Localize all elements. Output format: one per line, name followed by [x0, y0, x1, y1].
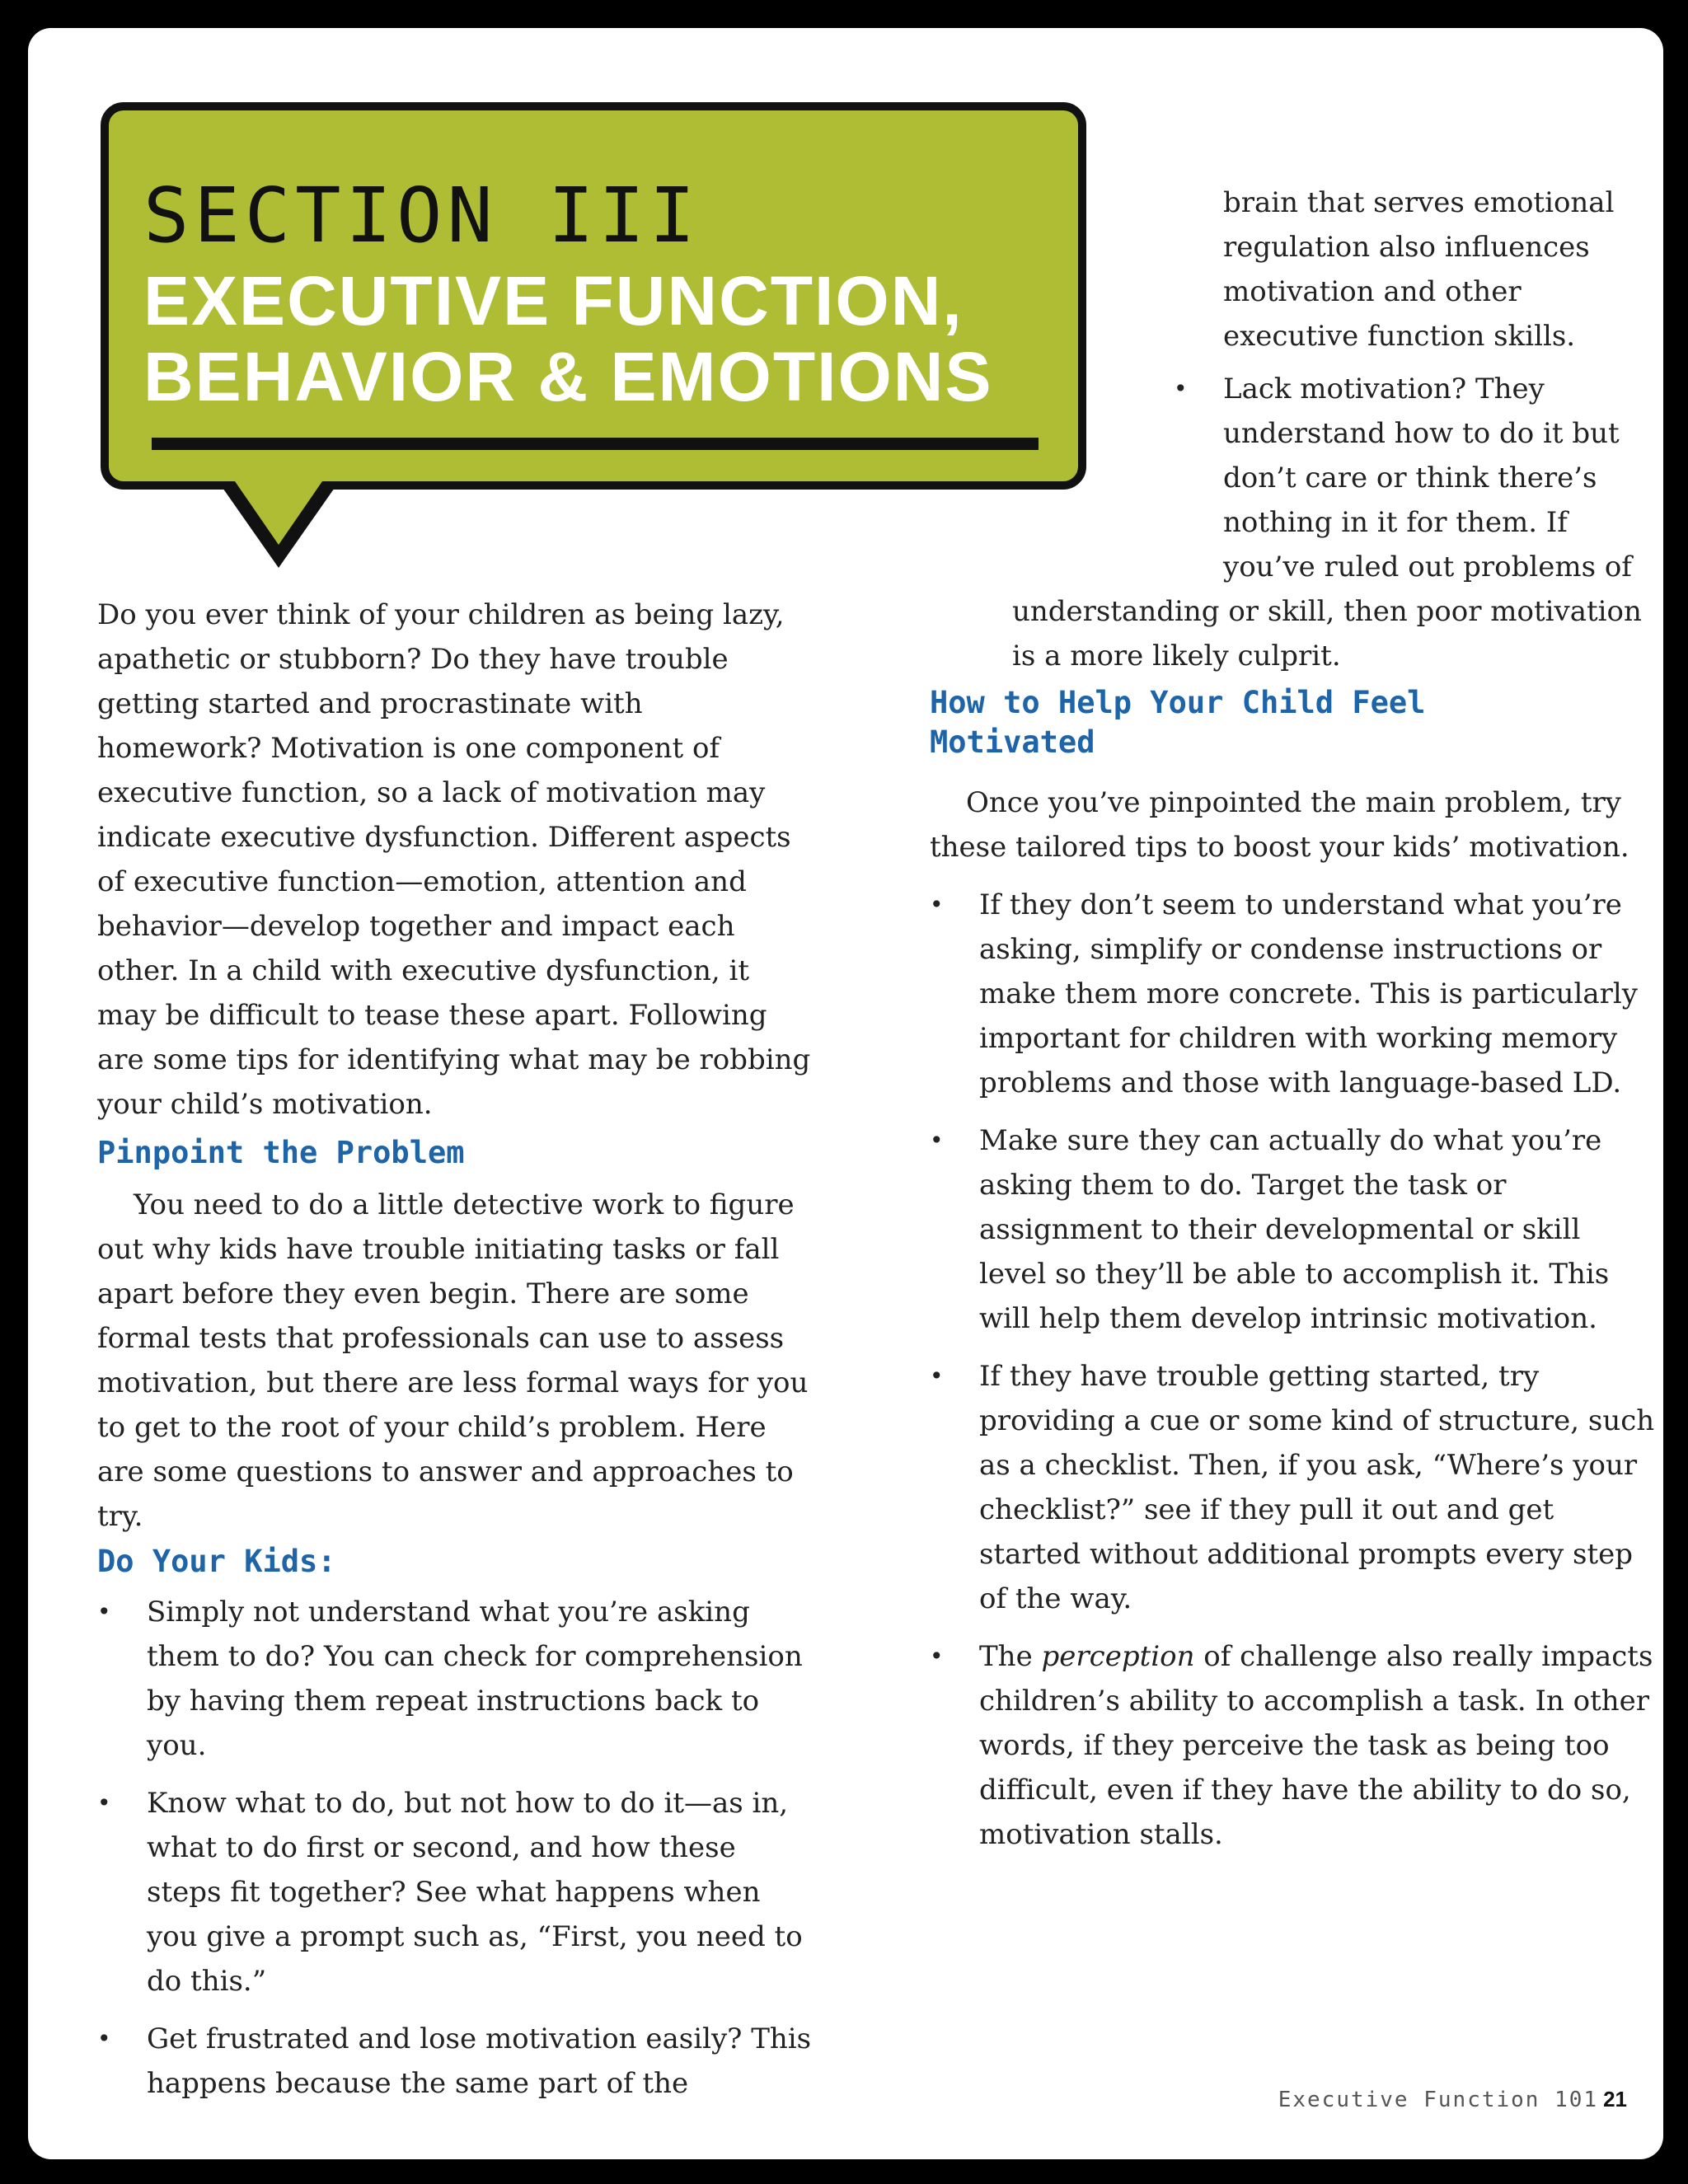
heading-motivate-line1: How to Help Your Child Feel — [930, 685, 1426, 720]
list-item-text: Know what to do, but not how to do it—as in, what to do first or second, and how these steps fit together? See what happens when you give a prompt such as, “First, you need to do this.” — [147, 1787, 803, 1998]
heading-motivate-line2: Motivated — [930, 724, 1095, 760]
page-footer — [1278, 2087, 1627, 2112]
heading-motivate — [930, 683, 1655, 762]
right-column — [930, 683, 1655, 1870]
motivate-list — [930, 883, 1655, 1857]
list-item — [930, 1354, 1655, 1621]
list-item-text: Lack motivation? They understand how to do it but don’t care or think there’s nothing in it for them. If you’ve ruled out problems of — [1223, 373, 1632, 583]
banner-pointer-fill — [235, 481, 322, 545]
list-item-text: Make sure they can actually do what you’re asking them to do. Target the task or assignment to their developmental or skill level so they’ll be able to accomplish it. This will help them develop intrinsic motivation. — [979, 1124, 1610, 1335]
list-item — [930, 1118, 1655, 1341]
list-item — [926, 367, 1652, 589]
list-item-text-before: The — [979, 1640, 1042, 1673]
list-item — [930, 1634, 1655, 1857]
list-item-text: If they don’t seem to understand what you’re asking, simplify or condense instructions or make them more concrete. This is particularly important for children with working memory problems and those with language-based LD. — [979, 888, 1638, 1099]
page — [28, 28, 1663, 2159]
page-number: 21 — [1603, 2087, 1627, 2111]
section-title-line1: EXECUTIVE FUNCTION, — [143, 262, 964, 340]
list-item-text: If they have trouble getting started, try providing a cue or some kind of structure, such as a checklist. Then, if you ask, “Where’s your checklist?” see if they pull it out and get started without additional prompts every step of the way. — [979, 1360, 1655, 1615]
list-item-text: brain that serves emotional regulation also influences motivation and other executive function skills. — [1223, 186, 1615, 353]
bullet-icon: • — [930, 1362, 944, 1390]
list-item — [930, 883, 1655, 1105]
list-item-text-after: of challenge also really impacts children’s ability to accomplish a task. In other words, if they perceive the task as being too difficult, even if they have the ability to do so, motivation stalls. — [979, 1640, 1653, 1851]
heading-pinpoint: Pinpoint the Problem — [97, 1135, 465, 1170]
banner-underline — [152, 438, 1039, 450]
list-item — [97, 2017, 814, 2106]
intro-paragraph: Do you ever think of your children as being lazy, apathetic or stubborn? Do they have trouble getting started and procrastinate with homework? Motivation is one component of executive function, so a lack of motivation may indicate executive dysfunction. Different aspects of executive function—emotion, attention and behavior—develop together and impact each other. In a child with executive dysfunction, it may be difficult to tease these apart. Following are some tips for identifying what may be robbing your child’s motivation. — [97, 598, 811, 1121]
do-your-kids-list — [97, 1590, 814, 2106]
list-item — [97, 1781, 814, 2004]
bullet-icon: • — [930, 1127, 944, 1154]
list-item-text: Get frustrated and lose motivation easily? This happens because the same part of the — [147, 2022, 812, 2100]
emphasis-perception: perception — [1041, 1640, 1195, 1673]
right-column-continuation — [926, 180, 1652, 678]
section-title-line2: BEHAVIOR & EMOTIONS — [143, 338, 993, 415]
list-item-continued — [926, 180, 1652, 359]
motivate-intro: Once you’ve pinpointed the main problem, try these tailored tips to boost your kids’ motivation. — [930, 786, 1629, 864]
heading-do-your-kids: Do Your Kids: — [97, 1544, 336, 1579]
bullet-icon: • — [930, 1643, 944, 1670]
continued-list — [926, 180, 1652, 589]
list-item-text: Simply not understand what you’re asking them to do? You can check for comprehension by having them repeat instructions back to you. — [147, 1596, 803, 1762]
bullet-icon: • — [97, 2025, 111, 2052]
bullet-icon: • — [930, 891, 944, 918]
bullet-icon: • — [1174, 375, 1188, 402]
left-column — [97, 593, 814, 2119]
bullet-icon: • — [97, 1598, 111, 1625]
book-title: Executive Function 101 — [1278, 2088, 1599, 2112]
list-item-tail: understanding or skill, then poor motivation is a more likely culprit. — [1012, 595, 1642, 673]
section-label: SECTION III — [143, 171, 701, 260]
list-item — [97, 1590, 814, 1768]
pinpoint-paragraph: You need to do a little detective work to figure out why kids have trouble initiating tasks or fall apart before they even begin. There are some formal tests that professionals can use to assess motivation, but there are less formal ways for you to get to the root of your child’s problem. Here are some questions to answer and approaches to try. — [97, 1188, 809, 1533]
bullet-icon: • — [97, 1789, 111, 1816]
